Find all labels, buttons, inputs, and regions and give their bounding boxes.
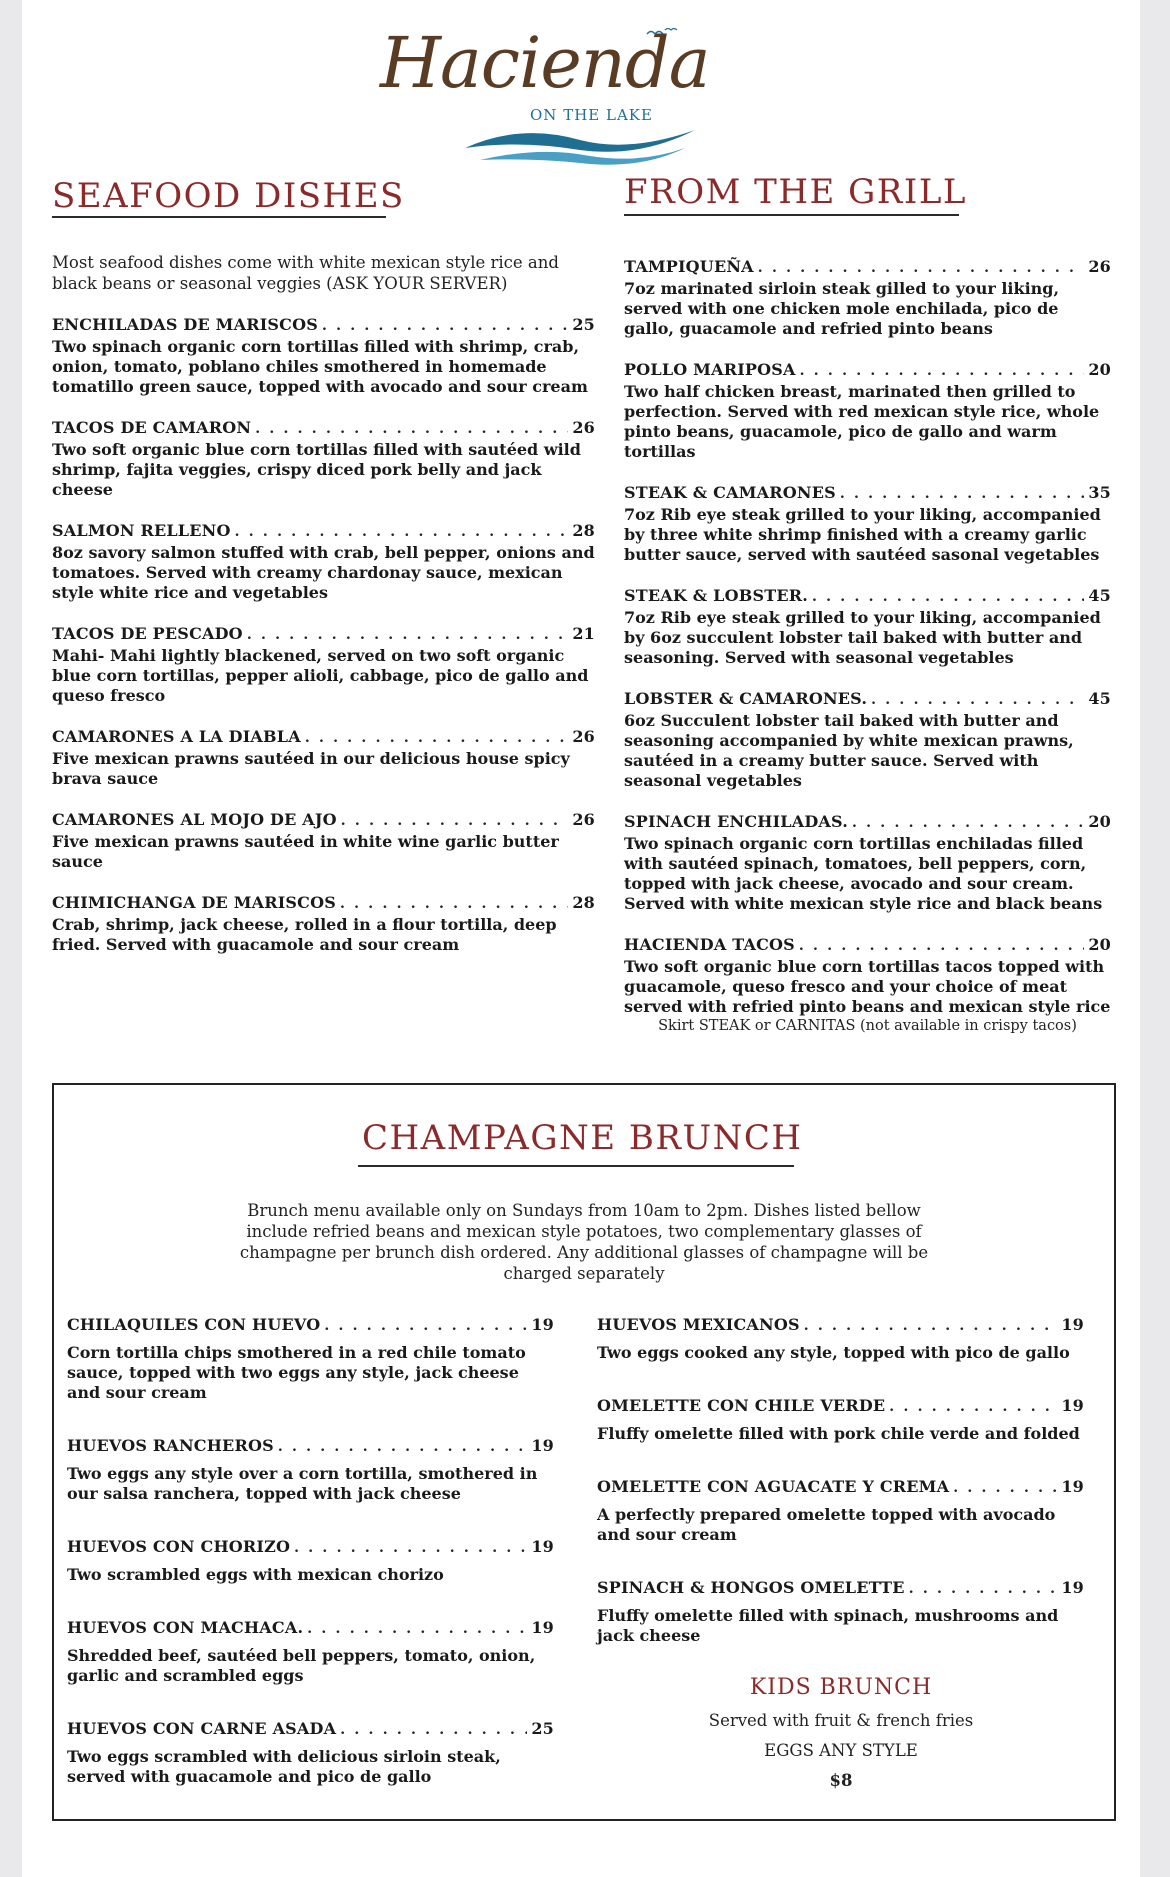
dot-leader (871, 690, 1084, 711)
brunch-right-column (597, 1314, 1084, 1646)
grill-column (624, 236, 1111, 1036)
birds-icon (645, 26, 685, 42)
menu-item (52, 809, 595, 872)
menu-item-description: Five mexican prawns sautéed in white wine garlic butter sauce (52, 832, 559, 871)
menu-item-price: 45 (1088, 689, 1111, 708)
menu-item-description: Two half chicken breast, marinated then grilled to perfection. Served with red mexican style rice, whole pinto beans, guacamole, pico de gallo and warm tortillas (624, 382, 1100, 461)
dot-leader (340, 1720, 527, 1741)
menu-item-name: HUEVOS MEXICANOS (597, 1315, 800, 1334)
menu-item-header (597, 1395, 1084, 1418)
seafood-title: SEAFOOD DISHES (52, 176, 405, 216)
dot-leader (341, 811, 569, 832)
menu-item-price: 20 (1088, 360, 1111, 379)
menu-item-name: HUEVOS CON MACHACA. (67, 1618, 304, 1637)
menu-item-header (52, 892, 595, 915)
menu-item-description: Two eggs cooked any style, topped with pico de gallo (597, 1343, 1070, 1362)
menu-item-header (624, 482, 1111, 505)
menu-item-price: 19 (1061, 1396, 1084, 1415)
dot-leader (800, 361, 1085, 382)
menu-item-header (52, 520, 595, 543)
menu-item-name: CAMARONES AL MOJO DE AJO (52, 810, 337, 829)
grill-title: FROM THE GRILL (624, 172, 967, 212)
menu-item-description: Two spinach organic corn tortillas enchiladas filled with sautéed spinach, tomatoes, bell peppers, corn, topped with jack cheese, avocado and sour cream. Served with white mexican style rice and black beans (624, 834, 1103, 913)
menu-item-header (67, 1536, 554, 1559)
menu-item-price: 21 (572, 624, 595, 643)
menu-item (67, 1435, 554, 1504)
menu-item (624, 359, 1111, 462)
menu-item-description: Fluffy omelette filled with pork chile verde and folded (597, 1424, 1080, 1443)
menu-item (624, 811, 1111, 914)
dot-leader (340, 894, 568, 915)
menu-item-name: POLLO MARIPOSA (624, 360, 796, 379)
menu-item (67, 1617, 554, 1686)
menu-item-header (67, 1617, 554, 1640)
menu-item-description: 7oz Rib eye steak grilled to your liking, accompanied by 6oz succulent lobster tail baked with butter and seasoning. Served with seasonal vegetables (624, 608, 1101, 667)
menu-item-description: Two spinach organic corn tortillas filled with shrimp, crab, onion, tomato, poblano chiles smothered in homemade tomatillo green sauce, topped with avocado and sour cream (52, 337, 588, 396)
menu-item-price: 19 (531, 1618, 554, 1637)
menu-item-header (597, 1577, 1084, 1600)
menu-item-name: ENCHILADAS DE MARISCOS (52, 315, 318, 334)
menu-item (624, 585, 1111, 668)
menu-item (52, 623, 595, 706)
menu-item (624, 482, 1111, 565)
menu-item-price: 19 (1061, 1477, 1084, 1496)
dot-leader (812, 587, 1084, 608)
brunch-title: CHAMPAGNE BRUNCH (362, 1118, 803, 1158)
menu-item-price: 35 (1088, 483, 1111, 502)
menu-item-header (624, 359, 1111, 382)
dot-leader (247, 625, 569, 646)
menu-item-description: A perfectly prepared omelette topped with avocado and sour cream (597, 1505, 1056, 1544)
seafood-title-rule (52, 216, 386, 218)
menu-item-header (52, 623, 595, 646)
menu-item-name: HACIENDA TACOS (624, 935, 795, 954)
menu-item (67, 1314, 554, 1403)
menu-item-price: 26 (1088, 257, 1111, 276)
menu-item-name: OMELETTE CON CHILE VERDE (597, 1396, 886, 1415)
menu-item-header (624, 811, 1111, 834)
menu-item-name: CAMARONES A LA DIABLA (52, 727, 301, 746)
logo-script: Hacienda (380, 22, 710, 104)
menu-item-header (597, 1314, 1084, 1337)
menu-item-header (624, 256, 1111, 279)
dot-leader (758, 258, 1085, 279)
menu-item-price: 28 (572, 893, 595, 912)
menu-item-name: OMELETTE CON AGUACATE Y CREMA (597, 1477, 950, 1496)
menu-item (597, 1476, 1084, 1545)
menu-item-name: SALMON RELLENO (52, 521, 231, 540)
menu-item-price: 19 (1061, 1578, 1084, 1597)
seafood-column (52, 252, 595, 955)
menu-item-name: HUEVOS CON CHORIZO (67, 1537, 291, 1556)
menu-item-price: 19 (531, 1537, 554, 1556)
menu-item-header (52, 417, 595, 440)
menu-item (597, 1577, 1084, 1646)
menu-item-description: Two eggs any style over a corn tortilla, smothered in our salsa ranchera, topped with jack cheese (67, 1464, 538, 1503)
menu-item-price: 20 (1088, 812, 1111, 831)
menu-item-description: Fluffy omelette filled with spinach, mushrooms and jack cheese (597, 1606, 1059, 1645)
menu-item-name: SPINACH ENCHILADAS. (624, 812, 848, 831)
menu-item-description: Corn tortilla chips smothered in a red chile tomato sauce, topped with two eggs any style, jack cheese and sour cream (67, 1343, 526, 1402)
menu-item-name: STEAK & LOBSTER. (624, 586, 808, 605)
menu-item (624, 688, 1111, 791)
menu-item (597, 1395, 1084, 1444)
dot-leader (804, 1316, 1058, 1337)
menu-item-header (52, 314, 595, 337)
brunch-left-column (67, 1314, 554, 1787)
dot-leader (852, 813, 1084, 834)
dot-leader (278, 1437, 527, 1458)
menu-item-description: Mahi- Mahi lightly blackened, served on two soft organic blue corn tortillas, pepper alioli, cabbage, pico de gallo and queso fresco (52, 646, 589, 705)
dot-leader (324, 1316, 527, 1337)
menu-item-price: 19 (1061, 1315, 1084, 1334)
dot-leader (255, 419, 568, 440)
menu-item-description: 8oz savory salmon stuffed with crab, bell pepper, onions and tomatoes. Served with creamy chardonay sauce, mexican style white rice and vegetables (52, 543, 595, 602)
menu-item (624, 934, 1111, 1017)
menu-item-name: TAMPIQUEÑA (624, 257, 754, 276)
menu-item-description: Two scrambled eggs with mexican chorizo (67, 1565, 444, 1584)
dot-leader (909, 1579, 1058, 1600)
menu-item (624, 256, 1111, 339)
kids-brunch-line1: Served with fruit & french fries (708, 1711, 974, 1730)
menu-item-name: LOBSTER & CAMARONES. (624, 689, 868, 708)
menu-item-header (67, 1718, 554, 1741)
brunch-box (52, 1083, 1116, 1821)
menu-item-name: TACOS DE CAMARON (52, 418, 252, 437)
menu-item-price: 28 (572, 521, 595, 540)
menu-item-header (67, 1435, 554, 1458)
menu-item-description: 7oz Rib eye steak grilled to your liking, accompanied by three white shrimp finished with a creamy garlic butter sauce, served with sautéed sasonal vegetables (624, 505, 1101, 564)
dot-leader (840, 484, 1084, 505)
menu-item-header (52, 726, 595, 749)
menu-item-header (624, 688, 1111, 711)
menu-item-header (67, 1314, 554, 1337)
menu-item-name: CHILAQUILES CON HUEVO (67, 1315, 321, 1334)
menu-item-name: TACOS DE PESCADO (52, 624, 243, 643)
menu-item-description: Five mexican prawns sautéed in our delicious house spicy brava sauce (52, 749, 570, 788)
menu-item-description: 6oz Succulent lobster tail baked with butter and seasoning accompanied by white mexican prawns, sautéed in a creamy butter sauce. Served with seasonal vegetables (624, 711, 1074, 790)
dot-leader (799, 936, 1084, 957)
menu-item (52, 520, 595, 603)
waves-icon (460, 118, 700, 168)
menu-item-header (52, 809, 595, 832)
menu-item-description: Two soft organic blue corn tortillas tacos topped with guacamole, queso fresco and your choice of meat served with refried pinto beans and mexican style rice (624, 957, 1111, 1016)
menu-item-name: SPINACH & HONGOS OMELETTE (597, 1578, 905, 1597)
menu-item-price: 25 (531, 1719, 554, 1738)
dot-leader (953, 1478, 1057, 1499)
menu-item (52, 417, 595, 500)
menu-item-price: 26 (572, 810, 595, 829)
dot-leader (294, 1538, 527, 1559)
menu-item-price: 26 (572, 727, 595, 746)
kids-brunch-line2: EGGS ANY STYLE (764, 1741, 918, 1760)
menu-item-header (597, 1476, 1084, 1499)
menu-item-price: 19 (531, 1436, 554, 1455)
menu-item (67, 1718, 554, 1787)
brunch-title-rule (358, 1165, 794, 1167)
menu-item-price: 25 (572, 315, 595, 334)
seafood-intro: Most seafood dishes come with white mexican style rice and black beans or seasonal veggies (ASK YOUR SERVER) (52, 253, 559, 293)
menu-item-name: CHIMICHANGA DE MARISCOS (52, 893, 336, 912)
menu-item-name: HUEVOS CON CARNE ASADA (67, 1719, 337, 1738)
dot-leader (889, 1397, 1057, 1418)
dot-leader (235, 522, 569, 543)
hacienda-tacos-note: Skirt STEAK or CARNITAS (not available in crispy tacos) (658, 1018, 1077, 1034)
brunch-intro: Brunch menu available only on Sundays from 10am to 2pm. Dishes listed bellow include refried beans and mexican style potatoes, two complementary glasses of champagne per brunch dish ordered. Any additional glasses of champagne will be charged separately (239, 1201, 929, 1283)
menu-item-description: Two eggs scrambled with delicious sirloin steak, served with guacamole and pico de gallo (67, 1747, 501, 1786)
menu-item-description: Shredded beef, sautéed bell peppers, tomato, onion, garlic and scrambled eggs (67, 1646, 536, 1685)
menu-item-price: 19 (531, 1315, 554, 1334)
menu-item-description: Crab, shrimp, jack cheese, rolled in a flour tortilla, deep fried. Served with guacamole and sour cream (52, 915, 557, 954)
menu-item-price: 45 (1088, 586, 1111, 605)
menu-item (52, 314, 595, 397)
menu-item-price: 20 (1088, 935, 1111, 954)
grill-title-rule (624, 214, 959, 216)
dot-leader (322, 316, 568, 337)
logo-subtitle: ON THE LAKE (530, 106, 653, 124)
dot-leader (305, 728, 568, 749)
menu-item-name: HUEVOS RANCHEROS (67, 1436, 274, 1455)
dot-leader (307, 1619, 527, 1640)
menu-item-name: STEAK & CAMARONES (624, 483, 836, 502)
menu-item-price: 26 (572, 418, 595, 437)
menu-item (597, 1314, 1084, 1363)
menu-item (52, 892, 595, 955)
menu-item-header (624, 934, 1111, 957)
menu-item (52, 726, 595, 789)
menu-item-description: Two soft organic blue corn tortillas filled with sautéed wild shrimp, fajita veggies, crispy diced pork belly and jack cheese (52, 440, 581, 499)
kids-brunch-price: $8 (829, 1771, 853, 1790)
logo (360, 18, 740, 168)
kids-brunch-title: KIDS BRUNCH (749, 1675, 933, 1700)
menu-item-header (624, 585, 1111, 608)
menu-item-description: 7oz marinated sirloin steak gilled to your liking, served with one chicken mole enchilada, pico de gallo, guacamole and refried pinto beans (624, 279, 1060, 338)
menu-item (67, 1536, 554, 1585)
